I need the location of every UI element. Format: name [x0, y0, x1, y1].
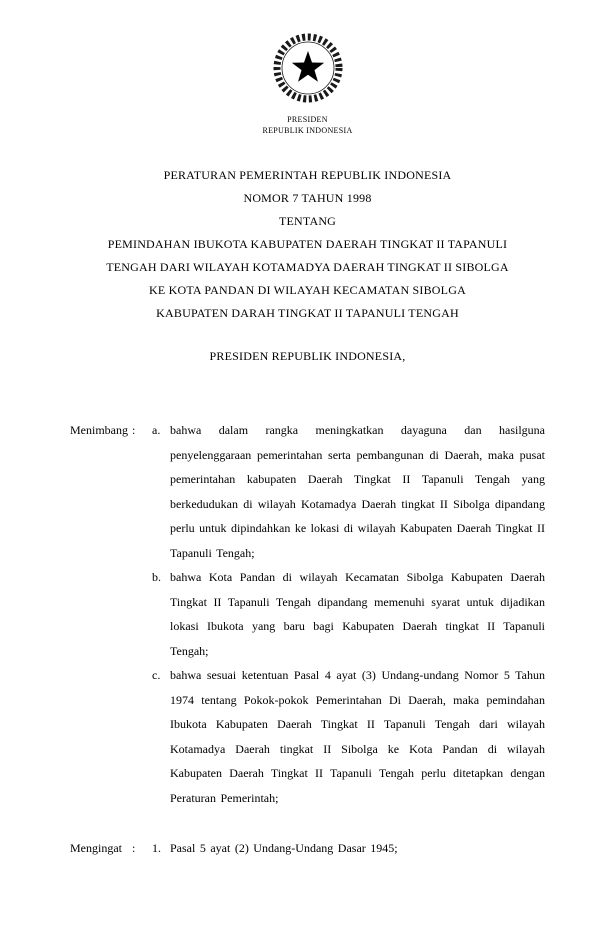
title-block	[70, 164, 545, 325]
list-item-b	[152, 565, 545, 663]
title-line-4: PEMINDAHAN IBUKOTA KABUPATEN DAERAH TINGKAT II TAPANULI	[107, 237, 508, 251]
seal-label	[70, 114, 545, 136]
mengingat-section	[70, 836, 545, 861]
item-marker: 1.	[152, 841, 161, 855]
title-line-5: TENGAH DARI WILAYAH KOTAMADYA DAERAH TINGKAT II SIBOLGA	[106, 260, 509, 274]
mengingat-label: Mengingat	[70, 841, 122, 855]
wreath-star-emblem	[270, 30, 346, 106]
title-line-3: TENTANG	[278, 214, 337, 228]
star-icon	[291, 51, 323, 82]
mengingat-separator: :	[132, 841, 136, 855]
item-marker: c.	[152, 668, 161, 682]
item-marker: b.	[152, 570, 161, 584]
national-seal	[270, 30, 346, 106]
list-item-c	[152, 663, 545, 810]
list-item-1	[152, 836, 545, 861]
list-item-a	[152, 418, 545, 565]
seal-label-presiden: PRESIDEN	[287, 115, 328, 124]
title-line-1: PERATURAN PEMERINTAH REPUBLIK INDONESIA	[163, 168, 452, 182]
menimbang-section	[70, 418, 545, 810]
title-line-7: KABUPATEN DARAH TINGKAT II TAPANULI TENGAH	[156, 306, 459, 320]
letterhead	[70, 30, 545, 136]
item-text: bahwa sesuai ketentuan Pasal 4 ayat (3) Undang-undang Nomor 5 Tahun 1974 tentang Pokok-pokok Pemerintahan Di Daerah, maka pemindahan Ibukota Kabupaten Daerah Tingkat II Tapanuli Tengah dari wilayah Kotamadya Daerah tingkat II Sibolga ke Kota Pandan di wilayah Kabupaten Daerah Tingkat II Tapanuli Tengah perlu ditetapkan dengan Peraturan Pemerintah;	[170, 668, 545, 805]
title-line-2: NOMOR 7 TAHUN 1998	[243, 191, 372, 205]
menimbang-separator: :	[132, 423, 136, 437]
item-text: bahwa Kota Pandan di wilayah Kecamatan Sibolga Kabupaten Daerah Tingkat II Tapanuli Tengah dipandang memenuhi syarat untuk dijadikan lokasi Ibukota yang baru bagi Kabupaten Daerah tingkat II Tapanuli Tengah;	[170, 570, 545, 658]
mengingat-items	[152, 836, 545, 861]
title-line-6: KE KOTA PANDAN DI WILAYAH KECAMATAN SIBOLGA	[149, 283, 466, 297]
menimbang-items	[152, 418, 545, 810]
seal-label-republik-indonesia: REPUBLIK INDONESIA	[262, 126, 353, 135]
salutation: PRESIDEN REPUBLIK INDONESIA,	[209, 349, 406, 363]
item-marker: a.	[152, 423, 161, 437]
item-text: bahwa dalam rangka meningkatkan dayaguna dan hasilguna penyelenggaraan pemerintahan serta pembangunan di Daerah, maka pusat pemerintahan kabupaten Daerah Tingkat II Tapanuli Tengah yang berkedudukan di wilayah Kotamadya Daerah tingkat II Sibolga dipandang perlu untuk dipindahkan ke lokasi di wilayah Kabupaten Daerah Tingkat II Tapanuli Tengah;	[170, 423, 545, 560]
item-text: Pasal 5 ayat (2) Undang-Undang Dasar 1945;	[170, 841, 398, 855]
menimbang-label: Menimbang	[70, 423, 128, 437]
